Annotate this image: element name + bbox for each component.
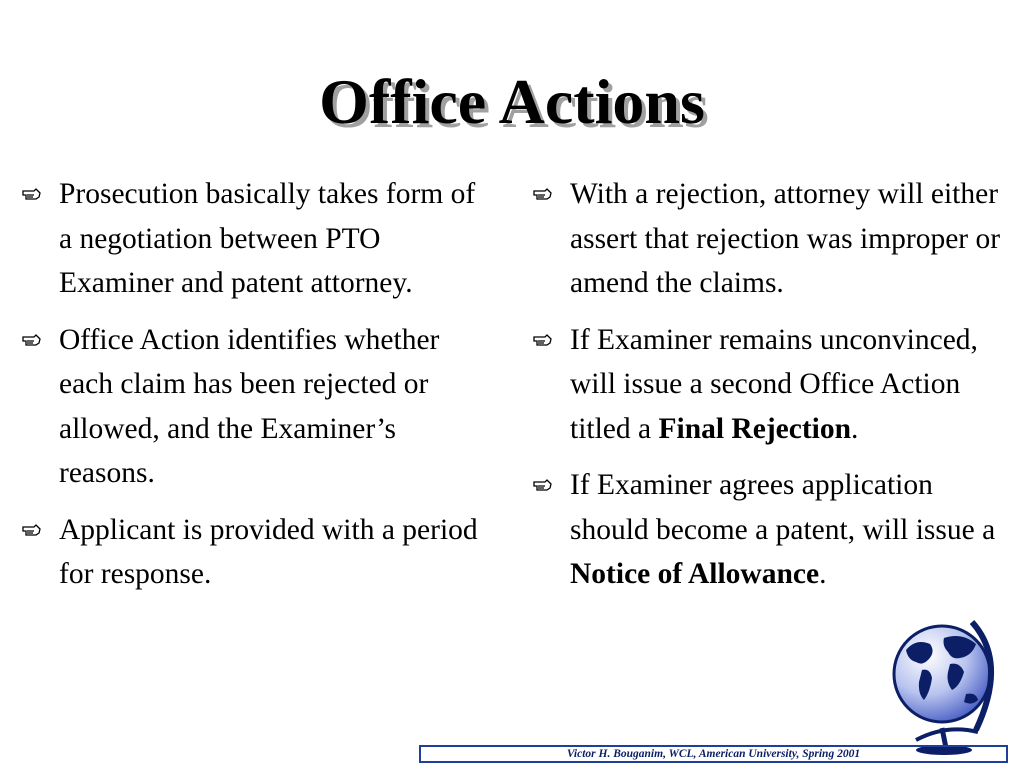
bullet-text: Prosecution basically takes form of a negotiation between PTO Examiner and patent attorney. — [59, 178, 476, 299]
bullet-text: Applicant is provided with a period for response. — [59, 513, 478, 590]
bullet-bold-term: Notice of Allowance — [570, 558, 820, 590]
globe-icon — [886, 612, 1004, 757]
pointing-hand-icon — [533, 184, 553, 204]
bullet-text: If Examiner remains unconvinced, will issue a second Office Action titled a — [570, 323, 978, 445]
pointing-hand-icon — [22, 330, 42, 350]
footer-credit: Victor H. Bouganim, WCL, American University, Spring 2001 — [419, 745, 1008, 763]
right-bullet-list — [533, 172, 1003, 609]
left-bullet-list — [22, 172, 492, 609]
bullet-tail: . — [851, 412, 859, 445]
pointing-hand-icon — [533, 330, 553, 350]
bullet-bold-term: Final Rejection — [658, 412, 852, 445]
bullet-item — [533, 463, 1003, 597]
bullet-item — [22, 318, 492, 496]
slide-title: Office Actions — [319, 66, 705, 137]
bullet-item — [533, 172, 1003, 306]
pointing-hand-icon — [22, 520, 42, 540]
pointing-hand-icon — [22, 184, 42, 204]
bullet-tail: . — [819, 558, 827, 590]
pointing-hand-icon — [533, 475, 553, 495]
bullet-item — [533, 318, 1003, 452]
bullet-text: With a rejection, attorney will either assert that rejection was improper or amend the claims. — [570, 178, 1001, 299]
bullet-text: If Examiner agrees application should become a patent, will issue a — [570, 469, 996, 546]
bullet-item — [22, 508, 492, 597]
bullet-text: Office Action identifies whether each claim has been rejected or allowed, and the Examiner’s reasons. — [59, 323, 440, 489]
bullet-item — [22, 172, 492, 306]
